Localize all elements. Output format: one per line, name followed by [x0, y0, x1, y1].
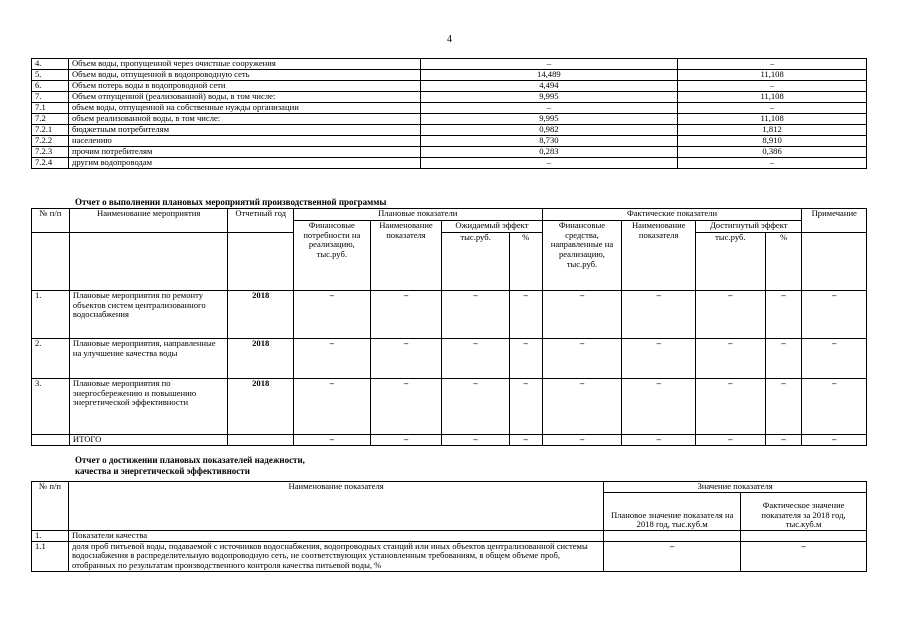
row-fact-value: –: [741, 541, 867, 571]
row-measure-name: Плановые мероприятия по ремонту объектов систем централизованного водоснабжения: [69, 291, 228, 339]
header-num: № п/п: [32, 482, 69, 531]
row-plan-value: 8,730: [420, 136, 678, 147]
dash-cell: –: [442, 379, 510, 435]
row-plan-value: 0,283: [420, 147, 678, 158]
dash-cell: –: [293, 339, 370, 379]
table-row: [32, 81, 867, 92]
row-plan-value: –: [604, 541, 741, 571]
dash-cell: –: [542, 339, 622, 379]
header-note: Примечание: [802, 209, 867, 233]
page-number: 4: [447, 34, 452, 45]
dash-cell: –: [293, 435, 370, 446]
dash-cell: –: [293, 379, 370, 435]
dash-cell: –: [802, 291, 867, 339]
row-num: 3.: [32, 379, 70, 435]
dash-cell: –: [696, 379, 766, 435]
table-row: [32, 339, 867, 379]
row-plan-value: 14,489: [420, 70, 678, 81]
header-fact-finance: Финансовые средства, направленные на реализацию, тыс.руб.: [542, 221, 622, 291]
indicators-report-title-line2: качества и энергетической эффективности: [75, 466, 250, 476]
dash-cell: –: [509, 379, 542, 435]
dash-cell: –: [509, 339, 542, 379]
row-name: прочим потребителям: [68, 147, 420, 158]
header-plan-group: Плановые показатели: [293, 209, 542, 221]
row-num: 2.: [32, 339, 70, 379]
dash-cell: –: [509, 291, 542, 339]
row-plan-value: 4,494: [420, 81, 678, 92]
table-row: [32, 291, 867, 339]
dash-cell: –: [622, 339, 696, 379]
row-name: Объем воды, пропущенной через очистные сооружения: [68, 59, 420, 70]
dash-cell: –: [293, 291, 370, 339]
row-indicator-name: Показатели качества: [68, 531, 603, 542]
row-plan-value: 9,995: [420, 114, 678, 125]
row-fact-value: [741, 531, 867, 542]
dash-cell: –: [370, 435, 442, 446]
measures-report-title: Отчет о выполнении плановых мероприятий производственной программы: [75, 197, 387, 207]
header-plan-value: Плановое значение показателя на 2018 год, тыс.куб.м: [604, 493, 741, 531]
row-plan-value: –: [420, 59, 678, 70]
table-row: [32, 147, 867, 158]
row-indicator-name: доля проб питьевой воды, подаваемой с источников водоснабжения, водопроводных станций или иных объектов централизованной системы водоснабжения в распределительную водопроводную сеть, не соответствующих установленным требованиям, в общем объеме проб, отобранных по результатам производственного контроля качества питьевой воды, %: [68, 541, 603, 571]
row-num: 1.1: [32, 541, 69, 571]
header-measure-name: Наименование мероприятия: [69, 209, 228, 233]
table-row: [32, 92, 867, 103]
row-name: объем реализованной воды, в том числе:: [68, 114, 420, 125]
row-fact-value: 11,108: [678, 114, 867, 125]
header-num: № п/п: [32, 209, 70, 233]
header-plan-eff-rub: тыс.руб.: [442, 233, 510, 291]
table-row: [32, 125, 867, 136]
row-fact-value: 11,108: [678, 92, 867, 103]
row-fact-value: –: [678, 158, 867, 169]
dash-cell: –: [765, 379, 802, 435]
row-num: 7.1: [32, 103, 69, 114]
row-name: Объем воды, отпущенной в водопроводную сеть: [68, 70, 420, 81]
header-fact-group: Фактические показатели: [542, 209, 802, 221]
dash-cell: –: [370, 339, 442, 379]
row-plan-value: 9,995: [420, 92, 678, 103]
row-num: 7.2.3: [32, 147, 69, 158]
indicators-report-table: [31, 481, 867, 572]
row-plan-value: –: [420, 103, 678, 114]
header-plan-eff-pct: %: [509, 233, 542, 291]
table-row: [32, 70, 867, 81]
dash-cell: –: [509, 435, 542, 446]
header-fact-value: Фактическое значение показателя за 2018 год, тыс.куб.м: [741, 493, 867, 531]
row-name: Объем потерь воды в водопроводной сети: [68, 81, 420, 92]
dash-cell: –: [802, 339, 867, 379]
row-name: объем воды, отпущенной на собственные нужды организации: [68, 103, 420, 114]
row-fact-value: 11,108: [678, 70, 867, 81]
row-plan-value: –: [420, 158, 678, 169]
header-value-group: Значение показателя: [604, 482, 867, 493]
dash-cell: –: [542, 291, 622, 339]
indicators-report-title-line1: Отчет о достижении плановых показателей надежности,: [75, 455, 305, 465]
dash-cell: –: [370, 379, 442, 435]
row-fact-value: 0,386: [678, 147, 867, 158]
dash-cell: –: [442, 339, 510, 379]
row-num: 1.: [32, 291, 70, 339]
dash-cell: –: [542, 435, 622, 446]
header-fact-indicator: Наименование показателя: [622, 221, 696, 291]
row-fact-value: 8,910: [678, 136, 867, 147]
water-volume-table: [31, 58, 867, 169]
dash-cell: –: [370, 291, 442, 339]
dash-cell: –: [442, 435, 510, 446]
table-row: [32, 541, 867, 571]
header-fact-eff-rub: тыс.руб.: [696, 233, 766, 291]
dash-cell: –: [622, 291, 696, 339]
row-year: 2018: [228, 339, 293, 379]
dash-cell: –: [696, 435, 766, 446]
row-fact-value: –: [678, 59, 867, 70]
dash-cell: –: [765, 339, 802, 379]
row-fact-value: 1,812: [678, 125, 867, 136]
row-num: 7.2.4: [32, 158, 69, 169]
header-plan-effect: Ожидаемый эффект: [442, 221, 542, 233]
table-row: [32, 59, 867, 70]
row-fact-value: –: [678, 81, 867, 92]
row-num: 7.2.1: [32, 125, 69, 136]
dash-cell: –: [765, 435, 802, 446]
header-fact-eff-pct: %: [765, 233, 802, 291]
row-num: 6.: [32, 81, 69, 92]
dash-cell: –: [802, 435, 867, 446]
row-fact-value: –: [678, 103, 867, 114]
table-row: [32, 531, 867, 542]
header-plan-indicator: Наименование показателя: [370, 221, 442, 291]
dash-cell: –: [696, 339, 766, 379]
row-year: 2018: [228, 291, 293, 339]
header-indicator-name: Наименование показателя: [68, 482, 603, 531]
row-name: населению: [68, 136, 420, 147]
row-num: 7.2.2: [32, 136, 69, 147]
table-row: [32, 103, 867, 114]
header-fact-effect: Достигнутый эффект: [696, 221, 802, 233]
row-name: другим водопроводам: [68, 158, 420, 169]
row-num: 7.2: [32, 114, 69, 125]
row-num: 1.: [32, 531, 69, 542]
row-name: Объем отпущенной (реализованной) воды, в том числе:: [68, 92, 420, 103]
header-plan-finance: Финансовые потребности на реализацию, тыс.руб.: [293, 221, 370, 291]
header-year: Отчетный год: [228, 209, 293, 233]
measures-report-table: [31, 208, 867, 446]
total-row: [32, 435, 867, 446]
dash-cell: –: [765, 291, 802, 339]
table-row: [32, 158, 867, 169]
total-label: ИТОГО: [69, 435, 228, 446]
row-measure-name: Плановые мероприятия по энергосбережению и повышению энергетической эффективности: [69, 379, 228, 435]
row-name: бюджетным потребителям: [68, 125, 420, 136]
table-row: [32, 136, 867, 147]
row-num: 5.: [32, 70, 69, 81]
row-num: 7.: [32, 92, 69, 103]
dash-cell: –: [542, 379, 622, 435]
row-measure-name: Плановые мероприятия, направленные на улучшение качества воды: [69, 339, 228, 379]
row-plan-value: 0,982: [420, 125, 678, 136]
dash-cell: –: [442, 291, 510, 339]
table-row: [32, 379, 867, 435]
table-row: [32, 114, 867, 125]
dash-cell: –: [696, 291, 766, 339]
dash-cell: –: [622, 435, 696, 446]
row-plan-value: [604, 531, 741, 542]
row-year: 2018: [228, 379, 293, 435]
dash-cell: –: [802, 379, 867, 435]
row-num: 4.: [32, 59, 69, 70]
dash-cell: –: [622, 379, 696, 435]
